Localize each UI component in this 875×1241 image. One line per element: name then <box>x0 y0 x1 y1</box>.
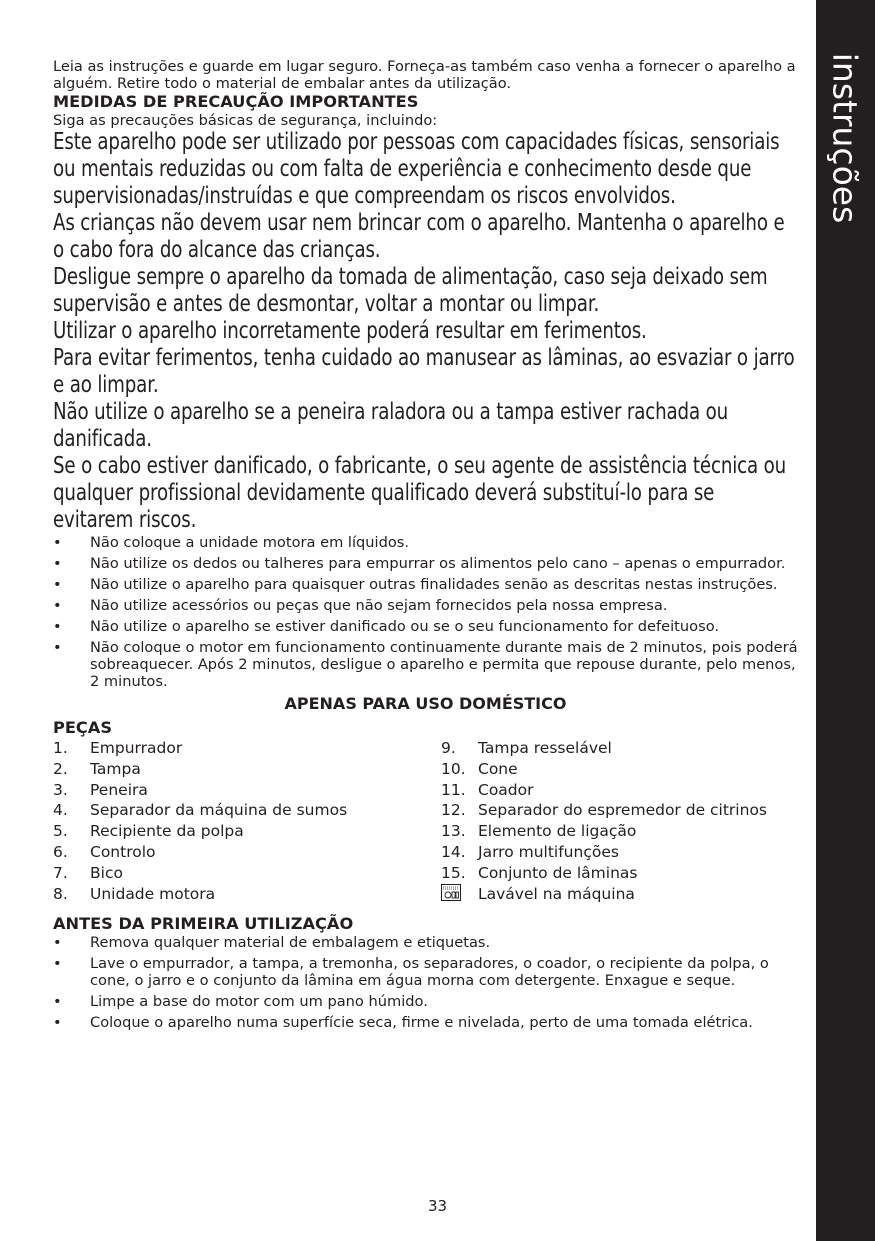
part-number: 14. <box>441 842 466 861</box>
side-tab-label: instruções <box>825 52 865 224</box>
dishwasher-item <box>441 884 798 907</box>
part-item <box>53 821 441 842</box>
domestic-use-notice: APENAS PARA USO DOMÉSTICO <box>284 694 567 713</box>
list-item <box>53 955 798 989</box>
warning-paragraph: As crianças não devem usar nem brincar com o aparelho. Mantenha o aparelho e o cabo fora do alcance das crianças. <box>53 210 785 263</box>
part-label: Recipiente da polpa <box>90 822 244 841</box>
part-label: Tampa <box>90 759 141 778</box>
part-number: 5. <box>53 822 68 841</box>
first-use-heading: ANTES DA PRIMEIRA UTILIZAÇÃO <box>53 914 354 934</box>
list-item-text: Coloque o aparelho numa superfície seca, firme e nivelada, perto de uma tomada elétrica. <box>90 1014 753 1032</box>
part-item <box>441 780 798 801</box>
list-item-text: Não utilize os dedos ou talheres para empurrar os alimentos pelo cano – apenas o empurrador. <box>90 555 786 572</box>
list-item-text: Não coloque o motor em funcionamento continuamente durante mais de 2 minutos, pois poderá sobreaquecer. Após 2 minutos, desligue o aparelho e permita que repouse durante, pelo menos, 2 minutos. <box>90 639 798 690</box>
list-item <box>53 576 798 593</box>
list-item <box>53 639 798 690</box>
part-label: Controlo <box>90 842 156 861</box>
part-number: 15. <box>441 863 466 882</box>
part-number: 10. <box>441 759 466 778</box>
part-item <box>441 821 798 842</box>
page-number: 33 <box>427 1197 448 1215</box>
warning-paragraph: Desligue sempre o aparelho da tomada de alimentação, caso seja deixado sem supervisão e antes de desmontar, voltar a montar ou limpar. <box>53 264 768 317</box>
part-item <box>53 759 441 780</box>
bullet-icon: • <box>53 955 62 973</box>
list-item-text: Não utilize acessórios ou peças que não sejam fornecidos pela nossa empresa. <box>90 597 668 614</box>
precautions-bullet-list <box>53 534 798 690</box>
list-item-text: Lave o empurrador, a tampa, a tremonha, os separadores, o coador, o recipiente da polpa, o cone, o jarro e o conjunto da lâmina em água morna com detergente. Enxague e seque. <box>90 955 769 990</box>
part-item <box>441 800 798 821</box>
list-item-text: Remova qualquer material de embalagem e etiquetas. <box>90 934 491 952</box>
part-label: Bico <box>90 863 123 882</box>
part-label: Unidade motora <box>90 884 216 903</box>
part-label: Peneira <box>90 780 148 799</box>
part-number: 6. <box>53 842 68 861</box>
dishwasher-icon <box>441 884 461 901</box>
intro-text: Leia as instruções e guarde em lugar seguro. Forneça-as também caso venha a fornecer o aparelho a alguém. Retire todo o material de embalar antes da utilização. <box>53 58 796 92</box>
part-item <box>441 738 798 759</box>
dishwasher-icon-wrap <box>441 884 478 907</box>
part-label: Separador do espremedor de citrinos <box>478 801 767 820</box>
list-item <box>53 555 798 572</box>
list-item <box>53 934 798 951</box>
part-label: Conjunto de lâminas <box>478 863 638 882</box>
part-item <box>53 884 441 905</box>
part-label: Coador <box>478 780 534 799</box>
part-label: Cone <box>478 759 518 778</box>
part-number: 13. <box>441 822 466 841</box>
precautions-subtitle: Siga as precauções básicas de segurança, incluindo: <box>53 112 438 129</box>
parts-list <box>53 738 798 906</box>
warning-paragraph: Não utilize o aparelho se a peneira raladora ou a tampa estiver rachada ou danificada. <box>53 399 729 452</box>
list-item <box>53 1014 798 1031</box>
warning-paragraph: Utilizar o aparelho incorretamente poderá resultar em ferimentos. <box>53 318 647 344</box>
list-item <box>53 597 798 614</box>
bullet-icon: • <box>53 934 62 952</box>
part-item <box>53 738 441 759</box>
bullet-icon: • <box>53 639 62 656</box>
bullet-icon: • <box>53 618 62 635</box>
part-number: 12. <box>441 801 466 820</box>
part-label: Empurrador <box>90 739 183 757</box>
part-number: 4. <box>53 801 68 820</box>
bullet-icon: • <box>53 993 62 1011</box>
page-content <box>53 58 798 1035</box>
precautions-heading: MEDIDAS DE PRECAUÇÃO IMPORTANTES <box>53 92 419 111</box>
parts-heading: PEÇAS <box>53 718 112 737</box>
list-item-text: Não coloque a unidade motora em líquidos. <box>90 534 410 551</box>
warning-paragraph: Se o cabo estiver danificado, o fabricante, o seu agente de assistência técnica ou qualquer profissional devidamente qualificado deverá substituí-lo para se evitarem riscos. <box>53 453 787 533</box>
warning-paragraphs <box>53 129 798 534</box>
part-item <box>441 759 798 780</box>
bullet-icon: • <box>53 555 62 572</box>
dishwasher-label: Lavável na máquina <box>478 884 635 903</box>
part-number: 7. <box>53 863 68 882</box>
list-item-text: Não utilize o aparelho para quaisquer outras finalidades senão as descritas nestas instruções. <box>90 576 778 593</box>
part-item <box>441 863 798 884</box>
part-number: 9. <box>441 739 456 757</box>
part-label: Separador da máquina de sumos <box>90 801 348 820</box>
part-label: Tampa resselável <box>478 739 612 757</box>
warning-paragraph: Para evitar ferimentos, tenha cuidado ao manusear as lâminas, ao esvaziar o jarro e ao limpar. <box>53 345 795 398</box>
part-item <box>53 780 441 801</box>
part-item <box>53 842 441 863</box>
part-number: 11. <box>441 780 466 799</box>
part-label: Jarro multifunções <box>478 842 619 861</box>
warning-paragraph: Este aparelho pode ser utilizado por pessoas com capacidades físicas, sensoriais ou mentais reduzidas ou com falta de experiência e conhecimento desde que supervisionadas/instruídas e que compreendam os riscos envolvidos. <box>53 129 780 209</box>
part-number: 3. <box>53 780 68 799</box>
bullet-icon: • <box>53 534 62 551</box>
part-number: 2. <box>53 759 68 778</box>
list-item <box>53 534 798 551</box>
part-label: Elemento de ligação <box>478 822 637 841</box>
part-number: 8. <box>53 884 68 903</box>
part-item <box>441 842 798 863</box>
part-item <box>53 800 441 821</box>
list-item-text: Limpe a base do motor com um pano húmido. <box>90 993 428 1011</box>
parts-column-right <box>441 738 798 906</box>
parts-column-left <box>53 738 441 906</box>
list-item <box>53 993 798 1010</box>
bullet-icon: • <box>53 576 62 593</box>
part-item <box>53 863 441 884</box>
bullet-icon: • <box>53 597 62 614</box>
bullet-icon: • <box>53 1014 62 1032</box>
part-number: 1. <box>53 739 68 757</box>
first-use-bullet-list <box>53 934 798 1031</box>
list-item <box>53 618 798 635</box>
list-item-text: Não utilize o aparelho se estiver danificado ou se o seu funcionamento for defeituoso. <box>90 618 719 635</box>
